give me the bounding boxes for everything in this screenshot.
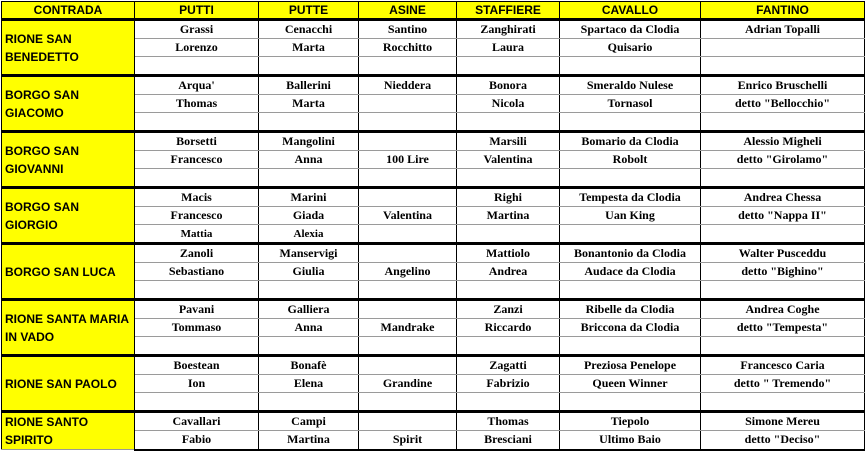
cell-asine — [359, 244, 457, 263]
cell-cavallo — [560, 337, 701, 356]
cell-cavallo — [560, 281, 701, 300]
cell-putte — [259, 393, 359, 412]
cell-cavallo — [560, 225, 701, 244]
cell-putte: Giada — [259, 207, 359, 225]
cell-asine: Mandrake — [359, 319, 457, 337]
cell-fantino: Simone Mereu — [701, 412, 865, 431]
cell-putti: Thomas — [135, 95, 259, 113]
cell-putti — [135, 281, 259, 300]
cell-asine — [359, 356, 457, 375]
cell-putti: Fabio — [135, 431, 259, 450]
cell-fantino — [701, 169, 865, 188]
header-row — [2, 2, 865, 20]
cell-asine — [359, 188, 457, 207]
cell-fantino: detto "Girolamo" — [701, 151, 865, 169]
header-putte: PUTTE — [259, 2, 359, 20]
cell-asine: Valentina — [359, 207, 457, 225]
cell-cavallo — [560, 57, 701, 76]
cell-fantino: Adrian Topalli — [701, 20, 865, 39]
header-asine: ASINE — [359, 2, 457, 20]
cell-asine: 100 Lire — [359, 151, 457, 169]
cell-asine — [359, 412, 457, 431]
cell-fantino: detto "Tempesta" — [701, 319, 865, 337]
header-contrada: CONTRADA — [2, 2, 135, 20]
cell-putti: Mattia — [135, 225, 259, 244]
contrada-name: RIONE SAN BENEDETTO — [2, 20, 135, 76]
cell-staffiere: Bresciani — [457, 431, 560, 450]
cell-asine: Rocchitto — [359, 39, 457, 57]
cell-staffiere: Zanzi — [457, 300, 560, 319]
cell-putte: Marta — [259, 95, 359, 113]
cell-staffiere — [457, 113, 560, 132]
cell-putti — [135, 113, 259, 132]
cell-putti: Macis — [135, 188, 259, 207]
cell-cavallo: Spartaco da Clodia — [560, 20, 701, 39]
cell-cavallo: Queen Winner — [560, 375, 701, 393]
cell-fantino: Andrea Coghe — [701, 300, 865, 319]
cell-putte: Elena — [259, 375, 359, 393]
cell-putti — [135, 337, 259, 356]
cell-asine — [359, 57, 457, 76]
cell-putti: Borsetti — [135, 132, 259, 151]
table-row — [2, 76, 865, 95]
cell-putte: Cenacchi — [259, 20, 359, 39]
cell-staffiere: Laura — [457, 39, 560, 57]
cell-fantino: detto "Bighino" — [701, 263, 865, 281]
cell-putte: Marini — [259, 188, 359, 207]
table-row — [2, 300, 865, 319]
table-row — [2, 412, 865, 431]
cell-staffiere: Marsili — [457, 132, 560, 151]
cell-asine: Nieddera — [359, 76, 457, 95]
cell-putti: Lorenzo — [135, 39, 259, 57]
cell-asine: Grandine — [359, 375, 457, 393]
table-row — [2, 20, 865, 39]
cell-putte — [259, 281, 359, 300]
cell-fantino — [701, 281, 865, 300]
cell-fantino — [701, 393, 865, 412]
cell-fantino: detto "Bellocchio" — [701, 95, 865, 113]
cell-fantino — [701, 113, 865, 132]
cell-putti: Francesco — [135, 151, 259, 169]
cell-putte: Giulia — [259, 263, 359, 281]
cell-cavallo: Briccona da Clodia — [560, 319, 701, 337]
contrada-name: BORGO SAN GIORGIO — [2, 188, 135, 244]
contrada-name: RIONE SANTO SPIRITO — [2, 412, 135, 450]
cell-asine — [359, 169, 457, 188]
cell-cavallo: Ribelle da Clodia — [560, 300, 701, 319]
cell-fantino: Enrico Bruschelli — [701, 76, 865, 95]
cell-cavallo: Tempesta da Clodia — [560, 188, 701, 207]
cell-putti: Zanoli — [135, 244, 259, 263]
table-body — [2, 20, 865, 450]
cell-putte: Galliera — [259, 300, 359, 319]
table-row — [2, 132, 865, 151]
table-row — [2, 244, 865, 263]
cell-putti: Cavallari — [135, 412, 259, 431]
cell-staffiere: Valentina — [457, 151, 560, 169]
cell-staffiere: Fabrizio — [457, 375, 560, 393]
cell-putti: Arqua' — [135, 76, 259, 95]
cell-fantino: Francesco Caria — [701, 356, 865, 375]
cell-cavallo: Quisario — [560, 39, 701, 57]
cell-fantino: detto "Nappa II" — [701, 207, 865, 225]
cell-putte — [259, 169, 359, 188]
cell-putti — [135, 169, 259, 188]
cell-asine — [359, 281, 457, 300]
cell-putti: Boestean — [135, 356, 259, 375]
cell-putte — [259, 113, 359, 132]
cell-putti: Pavani — [135, 300, 259, 319]
cell-putti — [135, 57, 259, 76]
cell-cavallo: Preziosa Penelope — [560, 356, 701, 375]
cell-asine — [359, 113, 457, 132]
cell-cavallo — [560, 393, 701, 412]
cell-asine — [359, 300, 457, 319]
cell-fantino: Andrea Chessa — [701, 188, 865, 207]
cell-fantino: Alessio Migheli — [701, 132, 865, 151]
cell-staffiere: Righi — [457, 188, 560, 207]
cell-putte: Anna — [259, 151, 359, 169]
cell-cavallo: Tornasol — [560, 95, 701, 113]
cell-fantino — [701, 337, 865, 356]
cell-cavallo: Tiepolo — [560, 412, 701, 431]
cell-asine — [359, 393, 457, 412]
cell-putte: Anna — [259, 319, 359, 337]
header-cavallo: CAVALLO — [560, 2, 701, 20]
cell-asine: Santino — [359, 20, 457, 39]
contrada-name: BORGO SAN LUCA — [2, 244, 135, 300]
cell-cavallo: Uan King — [560, 207, 701, 225]
cell-putti — [135, 393, 259, 412]
cell-putte: Manservigi — [259, 244, 359, 263]
cell-putti: Tommaso — [135, 319, 259, 337]
cell-putte: Alexia — [259, 225, 359, 244]
contrada-name: RIONE SANTA MARIA IN VADO — [2, 300, 135, 356]
cell-putte: Marta — [259, 39, 359, 57]
table-row — [2, 356, 865, 375]
contrada-name: BORGO SAN GIOVANNI — [2, 132, 135, 188]
cell-cavallo: Audace da Clodia — [560, 263, 701, 281]
cell-asine — [359, 95, 457, 113]
cell-putte: Bonafè — [259, 356, 359, 375]
cell-asine — [359, 225, 457, 244]
header-fantino: FANTINO — [701, 2, 865, 20]
cell-fantino — [701, 225, 865, 244]
cell-staffiere: Mattiolo — [457, 244, 560, 263]
cell-putte: Mangolini — [259, 132, 359, 151]
cell-cavallo — [560, 113, 701, 132]
cell-staffiere — [457, 225, 560, 244]
cell-fantino: Walter Pusceddu — [701, 244, 865, 263]
cell-staffiere: Riccardo — [457, 319, 560, 337]
cell-cavallo: Bonantonio da Clodia — [560, 244, 701, 263]
cell-staffiere — [457, 393, 560, 412]
cell-asine: Spirit — [359, 431, 457, 450]
cell-putte — [259, 57, 359, 76]
cell-staffiere: Andrea — [457, 263, 560, 281]
cell-putte: Ballerini — [259, 76, 359, 95]
cell-fantino — [701, 39, 865, 57]
cell-putti: Ion — [135, 375, 259, 393]
cell-fantino — [701, 57, 865, 76]
table-row — [2, 188, 865, 207]
cell-putti: Grassi — [135, 20, 259, 39]
cell-staffiere — [457, 337, 560, 356]
cell-fantino: detto " Tremendo" — [701, 375, 865, 393]
cell-putte: Martina — [259, 431, 359, 450]
cell-asine — [359, 132, 457, 151]
cell-putti: Sebastiano — [135, 263, 259, 281]
cell-staffiere: Thomas — [457, 412, 560, 431]
cell-staffiere: Nicola — [457, 95, 560, 113]
header-putti: PUTTI — [135, 2, 259, 20]
cell-staffiere: Martina — [457, 207, 560, 225]
cell-staffiere: Zanghirati — [457, 20, 560, 39]
cell-staffiere — [457, 169, 560, 188]
cell-cavallo: Smeraldo Nulese — [560, 76, 701, 95]
cell-putte — [259, 337, 359, 356]
cell-putti: Francesco — [135, 207, 259, 225]
cell-staffiere: Zagatti — [457, 356, 560, 375]
cell-asine: Angelino — [359, 263, 457, 281]
cell-cavallo: Ultimo Baio — [560, 431, 701, 450]
cell-staffiere — [457, 281, 560, 300]
cell-fantino: detto "Deciso" — [701, 431, 865, 450]
contrada-name: BORGO SAN GIACOMO — [2, 76, 135, 132]
cell-cavallo: Bomario da Clodia — [560, 132, 701, 151]
cell-cavallo: Robolt — [560, 151, 701, 169]
header-staffiere: STAFFIERE — [457, 2, 560, 20]
cell-staffiere: Bonora — [457, 76, 560, 95]
cell-cavallo — [560, 169, 701, 188]
cell-staffiere — [457, 57, 560, 76]
palio-lineup-table — [1, 1, 865, 451]
contrada-name: RIONE SAN PAOLO — [2, 356, 135, 412]
cell-putte: Campi — [259, 412, 359, 431]
cell-asine — [359, 337, 457, 356]
